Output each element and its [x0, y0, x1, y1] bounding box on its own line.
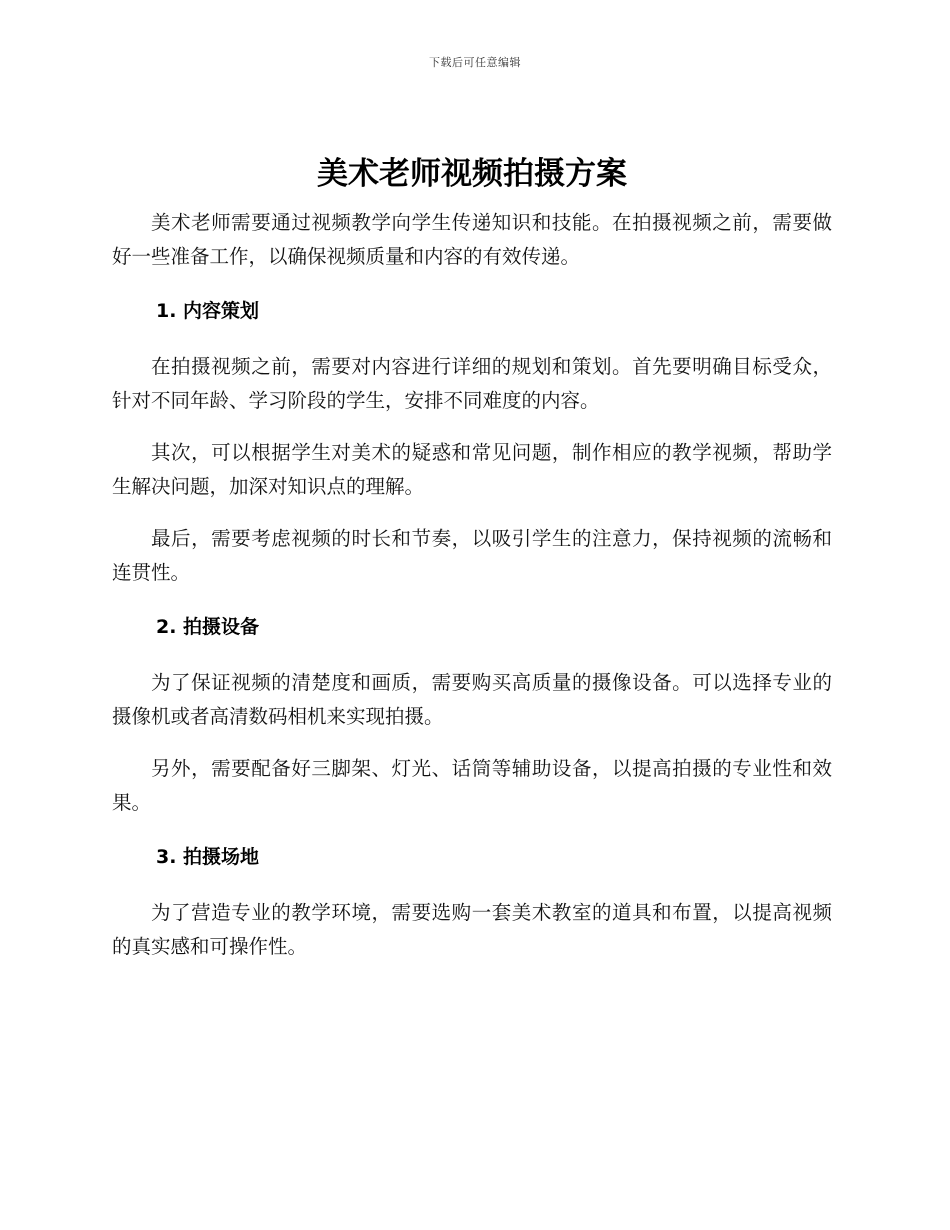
- document-body: [112, 148, 832, 982]
- section-heading-shooting-venue: 3. 拍摄场地: [156, 846, 260, 868]
- intro-paragraph: 美术老师需要通过视频教学向学生传递知识和技能。在拍摄视频之前，需要做好一些准备工作，以确保视频质量和内容的有效传递。: [112, 211, 832, 268]
- section-heading-shooting-equipment: 2. 拍摄设备: [156, 616, 260, 638]
- section-1-paragraph-3: 最后，需要考虑视频的时长和节奏，以吸引学生的注意力，保持视频的流畅和连贯性。: [112, 527, 832, 584]
- section-2-paragraph-1: 为了保证视频的清楚度和画质，需要购买高质量的摄像设备。可以选择专业的摄像机或者高清数码相机来实现拍摄。: [112, 671, 832, 728]
- header-note: 下载后可任意编辑: [429, 56, 521, 69]
- section-2-paragraph-2: 另外，需要配备好三脚架、灯光、话筒等辅助设备，以提高拍摄的专业性和效果。: [112, 757, 832, 814]
- section-1-paragraph-2: 其次，可以根据学生对美术的疑惑和常见问题，制作相应的教学视频，帮助学生解决问题，加深对知识点的理解。: [112, 441, 832, 498]
- document-title: 美术老师视频拍摄方案: [317, 156, 627, 192]
- section-heading-content-planning: 1. 内容策划: [156, 300, 260, 322]
- section-1-paragraph-1: 在拍摄视频之前，需要对内容进行详细的规划和策划。首先要明确目标受众，针对不同年龄、学习阶段的学生，安排不同难度的内容。: [112, 355, 832, 412]
- section-3-paragraph-1: 为了营造专业的教学环境，需要选购一套美术教室的道具和布置，以提高视频的真实感和可操作性。: [112, 901, 832, 958]
